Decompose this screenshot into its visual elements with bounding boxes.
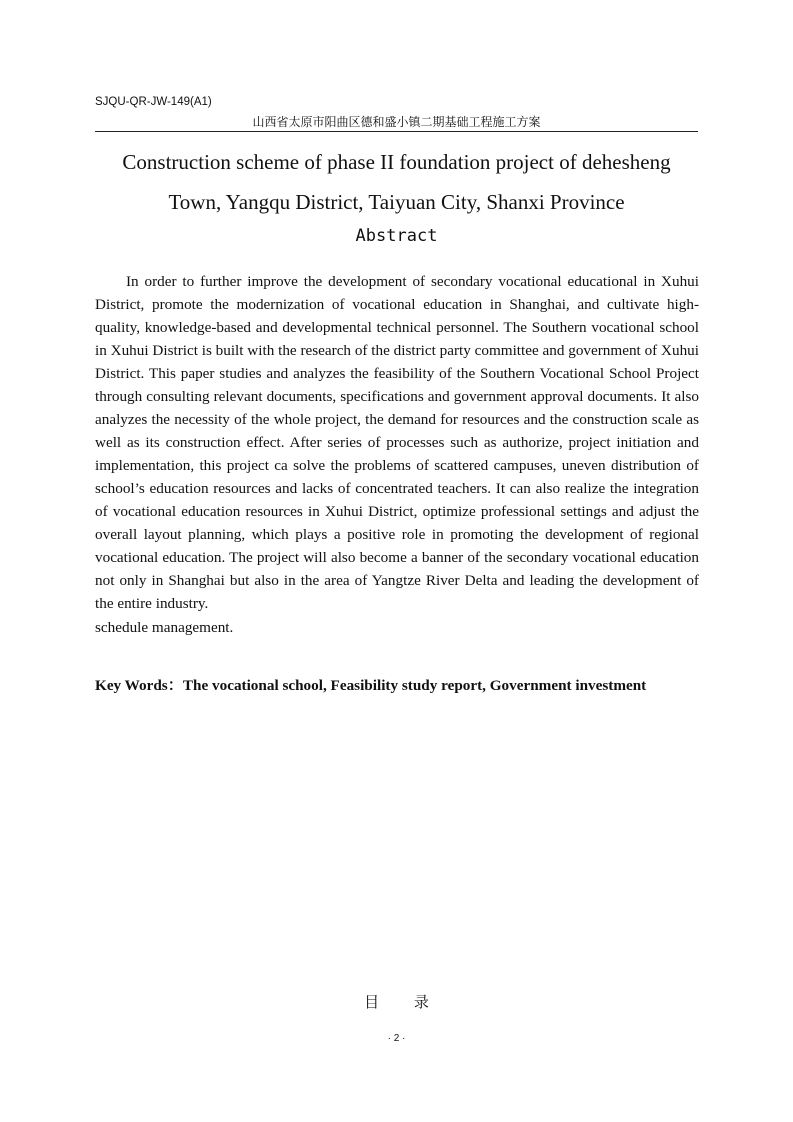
paper-title-line-1: Construction scheme of phase II foundation project of dehesheng xyxy=(122,150,671,174)
abstract-heading: Abstract xyxy=(355,226,438,246)
table-of-contents-heading: 目 录 xyxy=(364,993,429,1011)
page-number: · 2 · xyxy=(387,1033,406,1044)
running-header-title: 山西省太原市阳曲区德和盛小镇二期基础工程施工方案 xyxy=(252,115,541,129)
abstract-trailing-line: schedule management. xyxy=(95,619,234,636)
header-divider xyxy=(95,131,698,132)
paper-title xyxy=(95,142,698,222)
document-code: SJQU-QR-JW-149(A1) xyxy=(95,96,212,108)
keywords-line: Key Words：The vocational school, Feasibility study report, Government investment xyxy=(95,677,647,694)
paper-title-line-2: Town, Yangqu District, Taiyuan City, Shanxi Province xyxy=(168,190,625,214)
abstract-paragraph: In order to further improve the development of secondary vocational educational in Xuhui District, promote the modernization of vocational education in Shanghai, and cultivate high-quality, knowledge-based and developmental technical personnel. The Southern vocational school in Xuhui District is built with the research of the district party committee and government of Xuhui District. This paper studies and analyzes the feasibility of the Southern Vocational School Project through consulting relevant documents, specifications and government approval documents. It also analyzes the necessity of the whole project, the demand for resources and the construction scale as well as its construction effect. After series of processes such as authorize, project initiation and implementation, this project ca solve the problems of scattered campuses, uneven distribution of school’s education resources and lacks of concentrated teachers. It can also realize the integration of vocational education resources in Xuhui District, optimize professional settings and adjust the overall layout planning, which plays a positive role in promoting the development of regional vocational education. The project will also become a banner of the secondary vocational education not only in Shanghai but also in the area of Yangtze River Delta and leading the development of the entire industry. xyxy=(95,273,699,612)
